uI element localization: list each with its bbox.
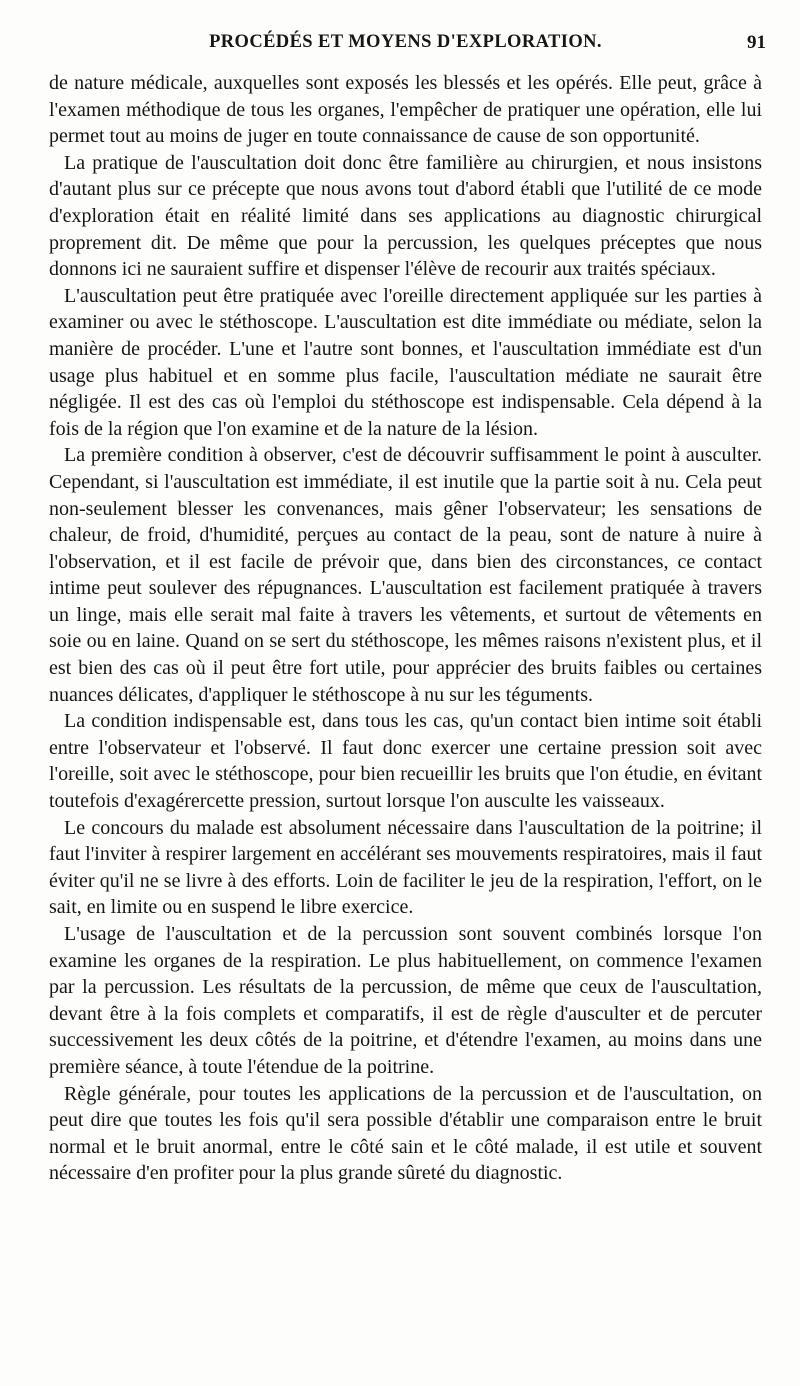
paragraph: La condition indispensable est, dans tous les cas, qu'un contact bien intime soit établi entre l'observateur et l'observé. Il faut donc exercer une certaine pression soit avec l'oreille, soit avec le stéthoscope, pour bien recueillir les bruits que l'on étudie, en évitant toutefois d'exagérercette pression, surtout lorsque l'on ausculte les vaisseaux. xyxy=(49,710,762,813)
paragraph: Le concours du malade est absolument nécessaire dans l'auscultation de la poitrine; il faut l'inviter à respirer largement en accélérant ses mouvements respiratoires, mais il faut éviter qu'il ne se livre à des efforts. Loin de faciliter le jeu de la respiration, l'effort, on le sait, en limite ou en suspend le libre exercice. xyxy=(49,816,762,919)
paragraph: La première condition à observer, c'est de découvrir suffisamment le point à ausculter. Cependant, si l'auscultation est immédiate, il est inutile que la partie soit à nu. Cela peut non-seulement blesser les convenances, mais gêner l'observateur; les sensations de chaleur, de froid, d'humidité, perçues au contact de la peau, sont de nature à nuire à l'observation, et il est facile de prévoir que, dans bien des circonstances, ce contact intime peut soulever des répugnances. L'auscultation est facilement pratiquée à travers un linge, mais elle serait mal faite à travers les vêtements, et surtout de vêtements en soie ou en laine. Quand on se sert du stéthoscope, les mêmes raisons n'existent plus, et il est bien des cas où il peut être fort utile, pour apprécier des bruits faibles ou certaines nuances délicates, d'appliquer le stéthoscope à nu sur les téguments. xyxy=(49,444,762,706)
paragraph: Règle générale, pour toutes les applications de la percussion et de l'auscultation, on peut dire que toutes les fois qu'il sera possible d'établir une comparaison entre le bruit normal et le bruit anormal, entre le côté sain et le côté malade, il est utile et souvent nécessaire d'en profiter pour la plus grande sûreté du diagnostic. xyxy=(49,1082,762,1185)
running-head xyxy=(49,32,766,62)
paragraph: La pratique de l'auscultation doit donc être familière au chirurgien, et nous insistons d'autant plus sur ce précepte que nous avons tout d'abord établi que l'utilité de ce mode d'exploration était en réalité limité dans ses applications au diagnostic chirurgical proprement dit. De même que pour la percussion, les quelques préceptes que nous donnons ici ne sauraient suffire et dispenser l'élève de recourir aux traités spéciaux. xyxy=(49,151,762,281)
paragraph: L'auscultation peut être pratiquée avec l'oreille directement appliquée sur les parties à examiner ou avec le stéthoscope. L'auscultation est dite immédiate ou médiate, selon la manière de procéder. L'une et l'autre sont bonnes, et l'auscultation immédiate est d'un usage plus habituel et en somme plus facile, l'auscultation médiate ne saurait être négligée. Il est des cas où l'emploi du stéthoscope est indispensable. Cela dépend à la fois de la région que l'on examine et de la nature de la lésion. xyxy=(49,284,762,440)
body-text xyxy=(49,70,762,1187)
book-page xyxy=(49,32,766,1187)
paragraph: L'usage de l'auscultation et de la percussion sont souvent combinés lorsque l'on examine les organes de la respiration. Le plus habituellement, on commence l'examen par la percussion. Les résultats de la percussion, de même que ceux de l'auscultation, devant être à la fois complets et comparatifs, il est de règle d'ausculter et de percuter successivement les deux côtés de la poitrine, et d'étendre l'examen, au moins dans une première séance, à toute l'étendue de la poitrine. xyxy=(49,923,762,1078)
paragraph: de nature médicale, auxquelles sont exposés les blessés et les opérés. Elle peut, grâce à l'examen méthodique de tous les organes, l'empêcher de pratiquer une opération, elle lui permet tout au moins de juger en toute connaissance de cause de son opportunité. xyxy=(49,72,762,148)
page-number: 91 xyxy=(747,32,766,53)
running-title: PROCÉDÉS ET MOYENS D'EXPLORATION. xyxy=(209,32,602,52)
